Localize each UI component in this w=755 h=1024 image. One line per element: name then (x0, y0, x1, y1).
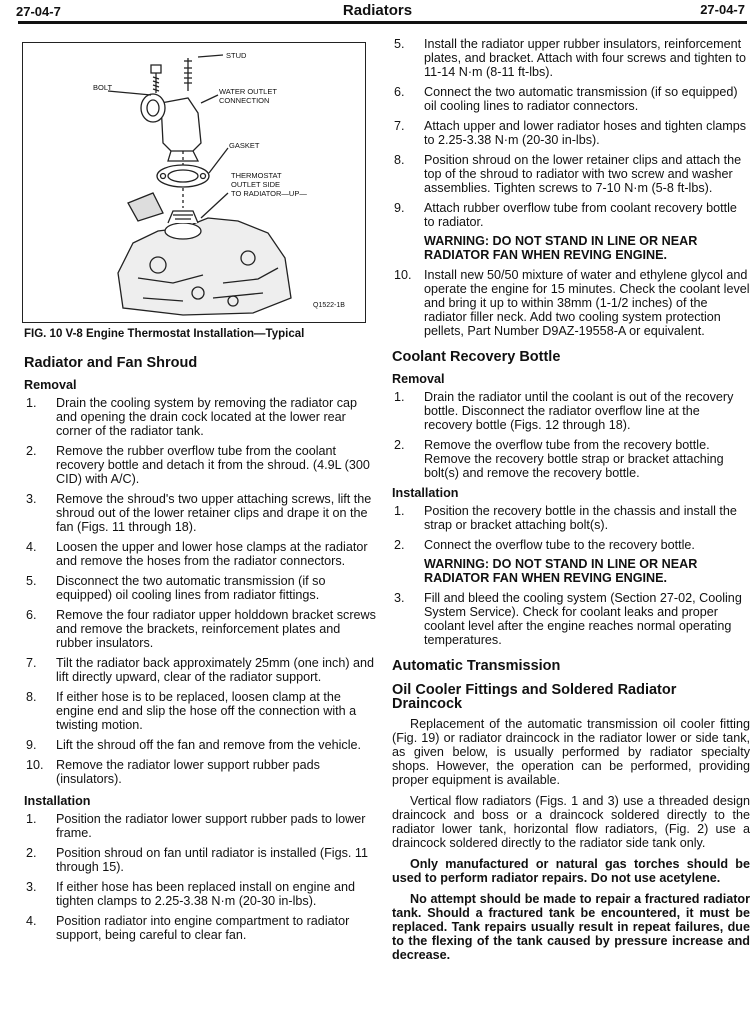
item-number: 7. (394, 119, 405, 133)
item-number: 6. (394, 85, 405, 99)
item-number: 3. (26, 880, 37, 894)
page-title: Radiators (342, 2, 413, 19)
item-number: 10. (26, 758, 44, 772)
item-text: If either hose is to be replaced, loosen clamp at the engine end and slip the hose off the connection with a twisting motion. (56, 690, 357, 732)
list-item (24, 492, 376, 534)
item-text: Remove the radiator lower support rubber pads (insulators). (56, 758, 320, 786)
item-number: 5. (394, 37, 405, 51)
item-number: 8. (394, 153, 405, 167)
list-item (392, 153, 750, 195)
label-thermostat: THERMOSTAT (231, 171, 282, 180)
list-item (392, 37, 750, 79)
item-number: 7. (26, 656, 37, 670)
item-text: Connect the two automatic transmission (if so equipped) oil cooling lines to radiator connectors. (424, 85, 738, 113)
right-column (392, 37, 750, 969)
subsection-title-oil-cooler: Oil Cooler Fittings and Soldered Radiator Draincock (392, 682, 677, 712)
list-item (24, 574, 376, 602)
header-rule (18, 21, 747, 24)
subsection-installation: Installation (392, 486, 459, 500)
item-text: Remove the overflow tube from the recovery bottle. Remove the recovery bottle strap or bracket attaching bolt(s) and remove the recovery bottle. (424, 438, 724, 480)
subsection-installation: Installation (24, 794, 91, 808)
item-number: 9. (26, 738, 37, 752)
page-header (0, 0, 755, 24)
item-text: Install new 50/50 mixture of water and ethylene glycol and operate the engine for 15 minutes. Check the coolant level and bring it up to within 38mm (1-1/2 inches) of the radiator filler neck. Add two cooling system protection pellets, Part Number D9AZ-19558-A or equivalent. (424, 268, 750, 338)
list-item (24, 846, 376, 874)
figure-caption: FIG. 10 V-8 Engine Thermostat Installation—Typical (24, 328, 305, 340)
item-text: Disconnect the two automatic transmission (if so equipped) oil cooling lines from radiator fittings. (56, 574, 326, 602)
item-number: 4. (26, 540, 37, 554)
item-number: 10. (394, 268, 412, 282)
item-number: 6. (26, 608, 37, 622)
list-item (392, 591, 750, 647)
item-text: Position radiator into engine compartment to radiator support, being careful to clear fan. (56, 914, 350, 942)
list-item (24, 540, 376, 568)
item-number: 8. (26, 690, 37, 704)
item-text: Position shroud on fan until radiator is installed (Figs. 11 through 15). (56, 846, 368, 874)
section-title: Radiator and Fan Shroud (24, 355, 198, 371)
item-text: Position the recovery bottle in the chassis and install the strap or bracket attaching bolt(s). (424, 504, 737, 532)
item-text: Drain the radiator until the coolant is out of the recovery bottle. Disconnect the radiator overflow line at the recovery bottle (Figs. 12 through 18). (424, 390, 734, 432)
list-item (392, 504, 750, 532)
item-number: 2. (394, 438, 405, 452)
list-item (392, 85, 750, 113)
item-number: 5. (26, 574, 37, 588)
list-item (392, 390, 750, 432)
item-text: Attach rubber overflow tube from coolant recovery bottle to radiator. (424, 201, 737, 229)
item-text: Install the radiator upper rubber insulators, reinforcement plates, and bracket. Attach with four screws and tighten to 11-14 N·m (8-11 ft-lbs). (424, 37, 747, 79)
item-text: Position the radiator lower support rubber pads to lower frame. (56, 812, 366, 840)
label-thermostat-3: TO RADIATOR—UP— (231, 189, 307, 198)
page-number-left: 27-04-7 (16, 4, 61, 19)
item-text: Remove the four radiator upper holddown bracket screws and remove the brackets, reinforcement plates and rubber insulators. (56, 608, 376, 650)
list-item (24, 738, 376, 752)
item-text: Drain the cooling system by removing the radiator cap and opening the drain cock located at the lower rear corner of the radiator tank. (56, 396, 357, 438)
label-water-outlet: WATER OUTLET (219, 87, 277, 96)
list-item (24, 812, 376, 840)
item-text: Lift the shroud off the fan and remove from the vehicle. (56, 738, 361, 752)
paragraph: Replacement of the automatic transmission oil cooler fitting (Fig. 19) or radiator draincock in the radiator lower or side tank, as given below, is usually performed by radiator specialty shops. However, the operation can be performed, providing proper equipment is available. (392, 717, 750, 787)
item-number: 1. (394, 390, 405, 404)
item-text: Fill and bleed the cooling system (Section 27-02, Cooling System Service). Check for coolant leaks and proper coolant level after the engine reaches normal operating temperatures. (424, 591, 742, 647)
item-text: Position shroud on the lower retainer clips and attach the top of the shroud to radiator with two screw and washer assemblies. Tighten screws to 7-10 N·m (5-8 ft-lbs). (424, 153, 742, 195)
paragraph-bold: Only manufactured or natural gas torches should be used to perform radiator repairs. Do not use acetylene. (392, 857, 750, 885)
removal-list (392, 390, 750, 480)
list-item (24, 656, 376, 684)
item-number: 2. (394, 538, 405, 552)
thermostat-illustration (23, 43, 365, 322)
list-item (24, 914, 376, 942)
section-title-recovery-bottle: Coolant Recovery Bottle (392, 349, 561, 365)
list-item (24, 880, 376, 908)
item-number: 2. (26, 846, 37, 860)
list-item (24, 608, 376, 650)
list-item (392, 119, 750, 147)
label-gasket: GASKET (229, 141, 260, 150)
thermostat-figure (22, 42, 366, 323)
item-number: 3. (394, 591, 405, 605)
item-number: 4. (26, 914, 37, 928)
installation-list-continued (392, 37, 750, 229)
installation-list (392, 504, 750, 552)
left-column (24, 356, 376, 948)
list-item (392, 438, 750, 480)
subsection-removal: Removal (392, 372, 445, 386)
item-number: 9. (394, 201, 405, 215)
list-item (392, 201, 750, 229)
item-text: If either hose has been replaced install on engine and tighten clamps to 2.25-3.38 N·m (20-30 in-lbs). (56, 880, 355, 908)
item-text: Remove the rubber overflow tube from the coolant recovery bottle and detach it from the shroud. (4.9L (300 CID) with A/C). (56, 444, 370, 486)
paragraph-bold: No attempt should be made to repair a fractured radiator tank. Should a fractured tank be encountered, it must be replaced. Tank repairs usually result in repeat failures, due to the flexing of the tank caused by pressure increase and decrease. (392, 892, 750, 962)
item-text: Remove the shroud's two upper attaching screws, lift the shroud out of the lower retainer clips and drape it on the fan (Figs. 11 through 18). (56, 492, 372, 534)
item-number: 1. (394, 504, 405, 518)
item-number: 2. (26, 444, 37, 458)
removal-list (24, 396, 376, 786)
item-text: Connect the overflow tube to the recovery bottle. (424, 538, 695, 552)
item-text: Tilt the radiator back approximately 25mm (one inch) and lift directly upward, clear of the radiator support. (56, 656, 375, 684)
item-number: 1. (26, 812, 37, 826)
list-item (392, 538, 750, 552)
label-bolt: BOLT (93, 83, 113, 92)
label-thermostat-2: OUTLET SIDE (231, 180, 281, 189)
list-item (24, 690, 376, 732)
label-stud: STUD (226, 51, 247, 60)
list-item (24, 444, 376, 486)
item-number: 1. (26, 396, 37, 410)
list-item (392, 268, 750, 338)
item-text: Loosen the upper and lower hose clamps at the radiator and remove the hoses from the radiator connectors. (56, 540, 368, 568)
warning-text: WARNING: DO NOT STAND IN LINE OR NEAR RADIATOR FAN WHEN REVING ENGINE. (424, 557, 698, 585)
section-title-automatic-transmission: Automatic Transmission (392, 658, 561, 674)
item-number: 3. (26, 492, 37, 506)
page-number-right: 27-04-7 (700, 2, 745, 17)
warning-text: WARNING: DO NOT STAND IN LINE OR NEAR RADIATOR FAN WHEN REVING ENGINE. (424, 234, 698, 262)
list-item (24, 758, 376, 786)
installation-list (24, 812, 376, 942)
subsection-removal: Removal (24, 378, 77, 392)
figure-code: Q1522-1B (313, 302, 345, 309)
item-text: Attach upper and lower radiator hoses and tighten clamps to 2.25-3.38 N·m (20-30 in-lbs). (424, 119, 747, 147)
paragraph: Vertical flow radiators (Figs. 1 and 3) use a threaded design draincock and boss or a draincock soldered directly to the radiator lower tank, horizontal flow radiators, (Fig. 2) use a draincock soldered directly to the radiator side tank only. (392, 794, 750, 850)
label-water-outlet-2: CONNECTION (219, 96, 270, 105)
list-item (24, 396, 376, 438)
